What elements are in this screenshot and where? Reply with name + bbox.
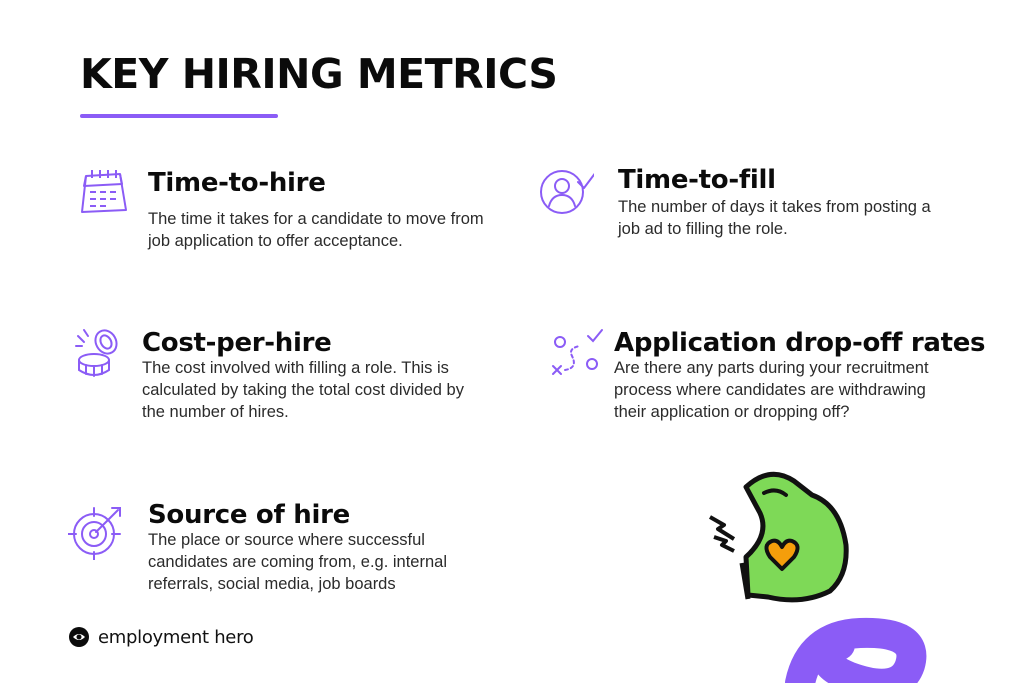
metric-description: The place or source where successful candidates are coming from, e.g. internal referrals, social media, job boards [148,531,447,593]
target-icon [68,504,124,560]
page-title: KEY HIRING METRICS [80,50,558,98]
metric-heading: Application drop-off rates [614,328,986,358]
employment-hero-logo-icon [68,626,90,648]
metric-description: Are there any parts during your recruitment process where candidates are withdrawing their application or dropping off? [614,359,929,421]
user-check-icon [538,162,594,218]
metric-heading: Cost-per-hire [142,328,332,358]
metric-description: The time it takes for a candidate to move from job application to offer acceptance. [148,210,484,250]
metric-description: The number of days it takes from posting a job ad to filling the role. [618,198,931,238]
metric-heading: Time-to-hire [148,168,326,198]
strategy-icon [548,328,604,384]
metric-heading: Source of hire [148,500,350,530]
brand-name: employment hero [98,626,254,648]
coins-icon [74,326,130,382]
metric-description: The cost involved with filling a role. This is calculated by taking the total cost divided by the number of hires. [142,359,464,421]
metric-heading: Time-to-fill [618,165,776,195]
title-underline [80,114,278,118]
calendar-icon [74,164,130,220]
flexed-arm-illustration [690,465,980,683]
brand-logo [68,626,254,648]
